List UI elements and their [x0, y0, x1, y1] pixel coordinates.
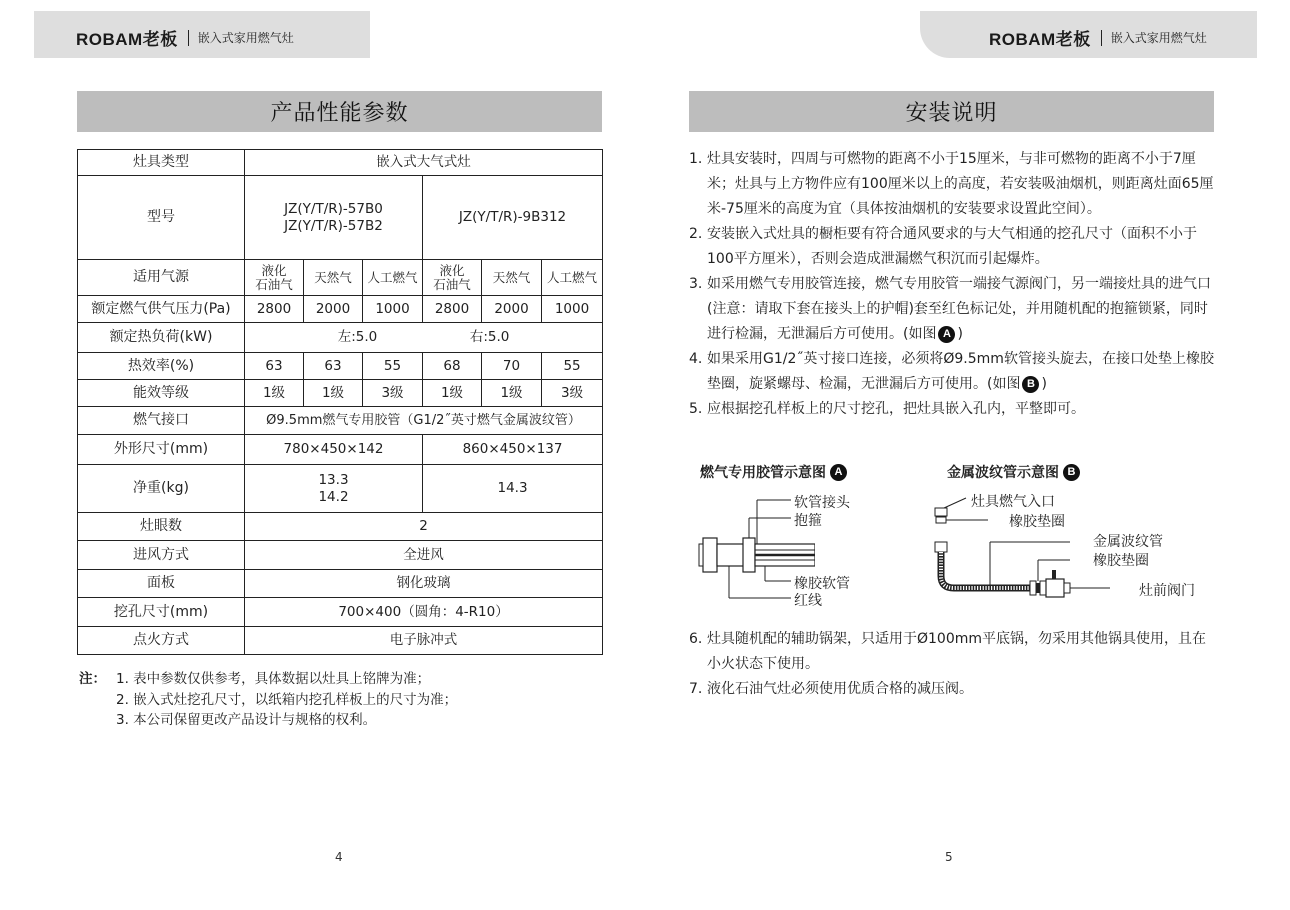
spec-table — [77, 149, 603, 655]
item-number: 2. — [689, 226, 703, 242]
cell-value: 全进风 — [245, 541, 603, 570]
cell-value: 人工燃气 — [363, 260, 423, 296]
figure-a-label: 抱箍 — [794, 513, 822, 529]
cell-value: 63 — [245, 353, 304, 380]
figure-a-title — [700, 462, 849, 482]
table-row — [78, 570, 603, 598]
row-label: 热效率(%) — [78, 353, 245, 380]
cell-value — [245, 465, 423, 513]
item-number: 3. — [689, 276, 703, 292]
row-label: 适用气源 — [78, 260, 245, 296]
row-label: 灶具类型 — [78, 150, 245, 176]
cell-value: Ø9.5mm燃气专用胶管（G1/2˝英寸燃气金属波纹管） — [245, 407, 603, 435]
heat-load-left: 左:5.0 — [337, 329, 378, 345]
cell-value: 2800 — [423, 296, 482, 323]
cell-value: 3级 — [363, 380, 423, 407]
list-item — [689, 627, 1219, 677]
table-row — [78, 513, 603, 541]
cell-value: 1000 — [363, 296, 423, 323]
header-divider — [188, 30, 189, 46]
cell-value: 钢化玻璃 — [245, 570, 603, 598]
figure-b-label: 橡胶垫圈 — [1093, 553, 1149, 569]
item-text-suffix: ) — [1041, 376, 1047, 392]
figure-a-badge: A — [830, 464, 847, 481]
item-text-suffix: ) — [957, 326, 963, 342]
cell-value: 3级 — [542, 380, 603, 407]
weight-line: 14.2 — [318, 488, 349, 505]
table-row — [78, 260, 603, 296]
brand-logo: ROBAM老板 — [76, 30, 178, 49]
cell-value: 2800 — [245, 296, 304, 323]
cell-value: 70 — [482, 353, 542, 380]
figure-b-badge: B — [1022, 376, 1039, 393]
cell-value: 嵌入式大气式灶 — [245, 150, 603, 176]
cell-value — [423, 260, 482, 296]
row-label: 面板 — [78, 570, 245, 598]
list-item — [689, 677, 1219, 702]
row-label: 燃气接口 — [78, 407, 245, 435]
cell-value — [245, 176, 423, 260]
cell-value: 1级 — [423, 380, 482, 407]
item-text-body: 如采用燃气专用胶管连接，燃气专用胶管一端接气源阀门，另一端接灶具的进气口(注意：请取下套在接头上的护帽)套至红色标记处，并用随机配的抱箍锁紧，同时进行检漏，无泄漏后方可使用。(如图 — [707, 276, 1211, 342]
figure-a-label: 软管接头 — [794, 495, 850, 511]
weight-line: 13.3 — [318, 471, 349, 488]
cell-value: 2 — [245, 513, 603, 541]
cell-value: 2000 — [482, 296, 542, 323]
model-line: JZ(Y/T/R)-57B0 — [284, 200, 383, 217]
section-title: 产品性能参数 — [77, 91, 602, 132]
page-number: 5 — [945, 850, 953, 864]
cell-value: 700×400（圆角：4-R10） — [245, 598, 603, 627]
item-number: 5. — [689, 401, 703, 417]
notes-label: 注： — [79, 671, 106, 687]
list-item — [689, 147, 1219, 222]
cell-value: 14.3 — [423, 465, 603, 513]
item-number: 4. — [689, 351, 703, 367]
header-divider — [1101, 30, 1102, 46]
row-label: 外形尺寸(mm) — [78, 435, 245, 465]
list-item — [689, 272, 1219, 347]
table-row — [78, 541, 603, 570]
figure-a-badge: A — [938, 326, 955, 343]
list-item — [689, 222, 1219, 272]
table-row — [78, 465, 603, 513]
cell-value: 1级 — [245, 380, 304, 407]
right-page — [645, 0, 1290, 910]
instruction-list — [689, 147, 1219, 422]
cell-value: 2000 — [304, 296, 363, 323]
cell-value: 1级 — [482, 380, 542, 407]
figure-b-title-text: 金属波纹管示意图 — [947, 465, 1059, 481]
cell-value — [245, 323, 603, 353]
row-label: 能效等级 — [78, 380, 245, 407]
item-text: 灶具随机配的辅助锅架，只适用于Ø100mm平底锅，勿采用其他锅具使用，且在小火状态下使用。 — [707, 631, 1207, 672]
note-item: 1. 表中参数仅供参考，具体数据以灶具上铭牌为准； — [116, 671, 431, 687]
table-row — [78, 176, 603, 260]
item-text: 液化石油气灶必须使用优质合格的减压阀。 — [707, 681, 973, 697]
figure-a-label: 橡胶软管 — [794, 576, 850, 592]
item-text: 安装嵌入式灶具的橱柜要有符合通风要求的与大气相通的挖孔尺寸（面积不小于100平方厘米），否则会造成泄漏燃气积沉而引起爆炸。 — [707, 226, 1197, 267]
cell-value: 电子脉冲式 — [245, 627, 603, 655]
item-text — [707, 347, 1219, 397]
figure-b-label: 灶具燃气入口 — [971, 494, 1055, 510]
header-tab — [34, 11, 370, 58]
figure-b-label: 金属波纹管 — [1093, 534, 1163, 550]
note-item: 2. 嵌入式灶挖孔尺寸，以纸箱内挖孔样板上的尺寸为准； — [116, 691, 458, 708]
table-row — [78, 150, 603, 176]
row-label: 挖孔尺寸(mm) — [78, 598, 245, 627]
cell-value: 1000 — [542, 296, 603, 323]
model-line: JZ(Y/T/R)-57B2 — [284, 217, 383, 234]
row-label: 点火方式 — [78, 627, 245, 655]
figure-b-label: 橡胶垫圈 — [1009, 514, 1065, 530]
instruction-list-continued — [689, 627, 1219, 702]
item-text-body: 如果采用G1/2˝英寸接口连接，必须将Ø9.5mm软管接头旋去，在接口处垫上橡胶垫圈，旋紧螺母、检漏，无泄漏后方可使用。(如图 — [707, 351, 1214, 392]
row-label: 灶眼数 — [78, 513, 245, 541]
table-row — [78, 296, 603, 323]
section-title: 安装说明 — [689, 91, 1214, 132]
table-row — [78, 407, 603, 435]
page-number: 4 — [335, 850, 343, 864]
cell-value — [245, 260, 304, 296]
cell-value: 63 — [304, 353, 363, 380]
cell-value: JZ(Y/T/R)-9B312 — [423, 176, 603, 260]
header-title: 嵌入式家用燃气灶 — [1110, 31, 1207, 45]
heat-load-right: 右:5.0 — [469, 329, 510, 345]
row-label: 额定燃气供气压力(Pa) — [78, 296, 245, 323]
row-label: 额定热负荷(kW) — [78, 323, 245, 353]
figure-a-label: 红线 — [794, 593, 822, 609]
cell-value: 天然气 — [482, 260, 542, 296]
item-text — [707, 272, 1219, 347]
figure-b-title — [947, 462, 1082, 482]
table-row — [78, 323, 603, 353]
note-item: 3. 本公司保留更改产品设计与规格的权利。 — [116, 712, 377, 728]
figure-b-badge: B — [1063, 464, 1080, 481]
cell-value: 68 — [423, 353, 482, 380]
table-row — [78, 380, 603, 407]
item-number: 1. — [689, 151, 703, 167]
header-tab — [920, 11, 1257, 58]
cell-value: 860×450×137 — [423, 435, 603, 465]
cell-value: 55 — [363, 353, 423, 380]
cell-value: 天然气 — [304, 260, 363, 296]
brand-logo: ROBAM老板 — [989, 30, 1091, 49]
figure-b-label: 灶前阀门 — [1139, 583, 1195, 599]
cell-value: 780×450×142 — [245, 435, 423, 465]
row-label: 净重(kg) — [78, 465, 245, 513]
header-title: 嵌入式家用燃气灶 — [197, 31, 294, 45]
table-row — [78, 435, 603, 465]
table-row — [78, 627, 603, 655]
gas-type: 液化 石油气 — [433, 262, 471, 292]
figure-a-title-text: 燃气专用胶管示意图 — [700, 465, 826, 481]
gas-type: 液化 石油气 — [255, 262, 293, 292]
cell-value: 1级 — [304, 380, 363, 407]
cell-value: 55 — [542, 353, 603, 380]
notes — [79, 669, 457, 731]
item-text: 灶具安装时，四周与可燃物的距离不小于15厘米，与非可燃物的距离不小于7厘米；灶具与上方物件应有100厘米以上的高度，若安装吸油烟机，则距离灶面65厘米-75厘米的高度为宜（具体按油烟机的安装要求设置此空间）。 — [707, 151, 1214, 217]
row-label: 进风方式 — [78, 541, 245, 570]
list-item — [689, 347, 1219, 397]
list-item — [689, 397, 1219, 422]
item-number: 6. — [689, 631, 703, 647]
item-number: 7. — [689, 681, 703, 697]
row-label: 型号 — [78, 176, 245, 260]
table-row — [78, 353, 603, 380]
item-text: 应根据挖孔样板上的尺寸挖孔，把灶具嵌入孔内，平整即可。 — [707, 401, 1085, 417]
cell-value: 人工燃气 — [542, 260, 603, 296]
table-row — [78, 598, 603, 627]
